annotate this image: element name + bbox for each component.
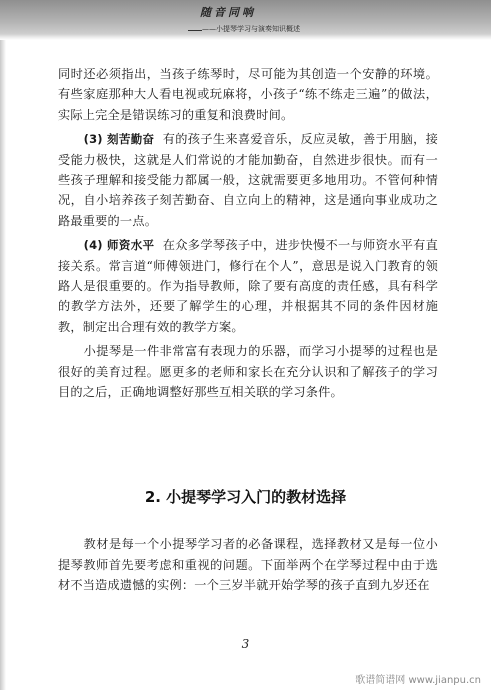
paragraph-materials: 教材是每一个小提琴学习者的必备课程，选择教材又是每一位小提琴教师首先要考虑和重视的问题。下面举两个在学琴过程中由于选材不当造成遗憾的实例：一个三岁半就开始学琴的孩子直到九岁还在 [58, 537, 438, 593]
body-text [58, 64, 438, 403]
header-subtitle: ——小提琴学习与演奏知识概述 [202, 25, 300, 33]
paragraph-diligence [58, 129, 438, 231]
section-body [58, 534, 438, 596]
running-header [180, 4, 380, 38]
header-title: 随音同响 [200, 6, 256, 19]
header-rule [188, 30, 202, 31]
paragraph-diligence-text: 有的孩子生来喜爱音乐，反应灵敏，善于用脑，接受能力极快，这就是人们常说的才能加勤奋，自然进步很快。而有一些孩子理解和接受能力都属一般，这就需要更多地用功。不管何种情况，自小培养孩子刻苦勤奋、自立向上的精神，这是通向事业成功之路最重要的一点。 [58, 132, 438, 228]
paragraph-teacher [58, 235, 438, 337]
paragraph-summary: 小提琴是一件非常富有表现力的乐器，而学习小提琴的过程也是很好的美育过程。愿更多的老师和家长在充分认识和了解孩子的学习目的之后，正确地调整好那些互相关联的学习条件。 [58, 344, 438, 400]
scan-edge-shadow [0, 0, 6, 690]
section-heading: 2. 小提琴学习入门的教材选择 [144, 488, 347, 506]
item-label-teacher: (4) 师资水平 [83, 238, 155, 253]
site-watermark: 歌谱简谱网 www.jianpu.cn [355, 675, 481, 686]
paragraph-continued: 同时还必须指出，当孩子练琴时，尽可能为其创造一个安静的环境。有些家庭那种大人看电视或玩麻将，小孩子“练不练走三遍”的做法，实际上完全是错误练习的重复和浪费时间。 [58, 67, 438, 122]
item-label-diligence: (3) 刻苦勤奋 [83, 132, 155, 147]
paragraph-teacher-text: 在众多学琴孩子中，进步快慢不一与师资水平有直接关系。常言道“师傅领进门，修行在个人”，意思是说入门教育的领路人是很重要的。作为指导教师，除了要有高度的责任感，具有科学的教学方法外，还要了解学生的心理，并根据其不同的条件因材施教，制定出合理有效的教学方案。 [58, 238, 438, 334]
page-number: 3 [241, 637, 250, 651]
